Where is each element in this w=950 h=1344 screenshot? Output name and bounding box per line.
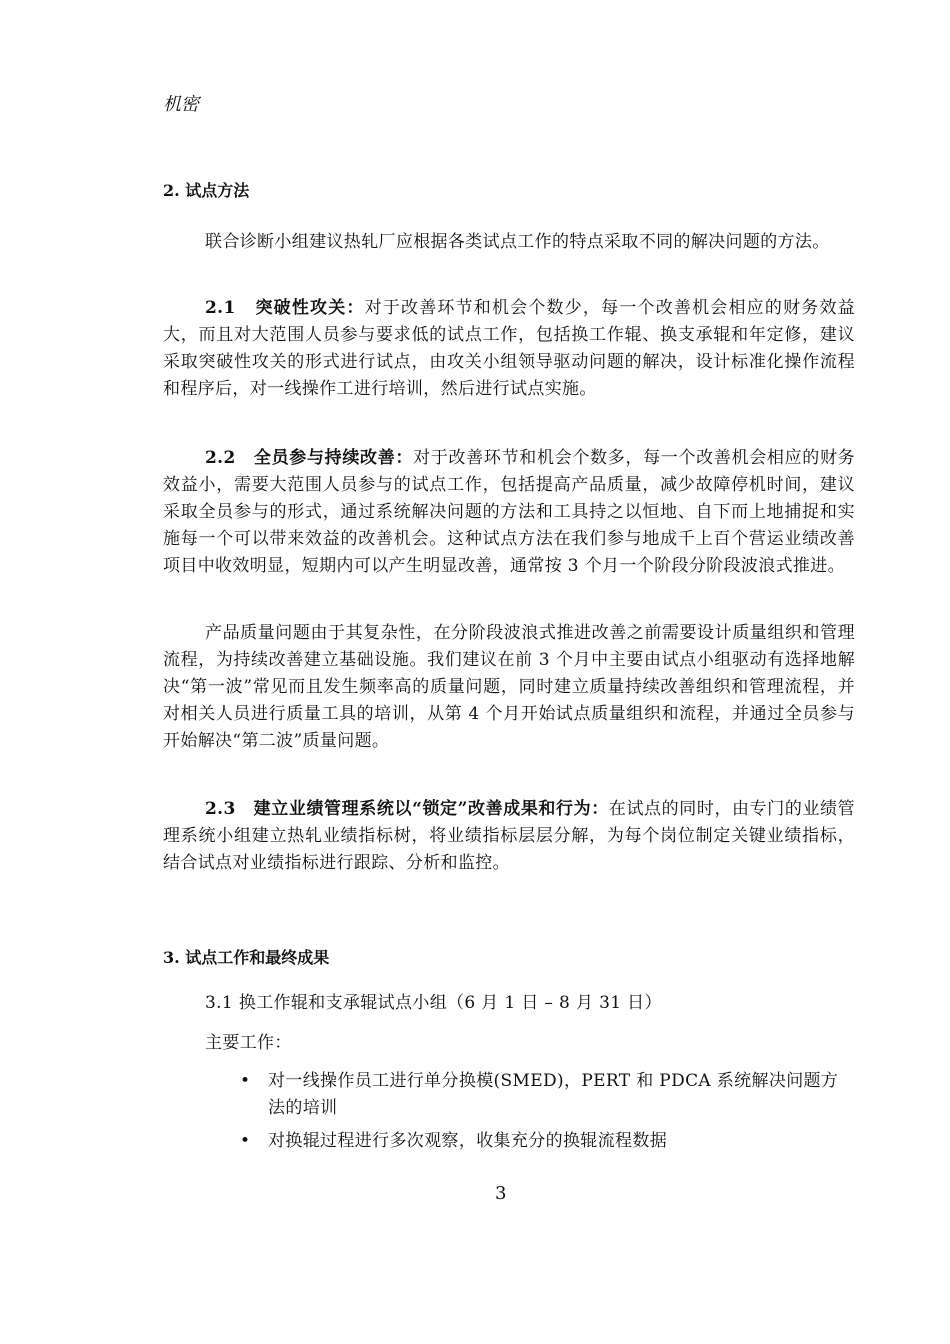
- page-number: 3: [495, 1183, 507, 1204]
- work-bullet-list: [240, 1068, 840, 1161]
- list-item: [240, 1128, 840, 1155]
- paragraph-2-3-term: 建立业绩管理系统以“锁定”改善成果和行为：: [253, 799, 609, 819]
- paragraph-2-3-number: 2.3: [205, 799, 236, 819]
- paragraph-2-1-number: 2.1: [205, 298, 236, 318]
- section-2-title: 2. 试点方法: [163, 181, 250, 200]
- list-item: [240, 1068, 840, 1122]
- paragraph-2-3-body: 在试点的同时，由专门的业绩管理系统小组建立热轧业绩指标树，将业绩指标层层分解，为每个岗位制定关键业绩指标，结合试点对业绩指标进行跟踪、分析和监控。: [163, 799, 856, 873]
- paragraph-2-1: [163, 295, 855, 403]
- bullet-text: 对一线操作员工进行单分换模(SMED)，PERT 和 PDCA 系统解决问题方法的培训: [268, 1071, 839, 1118]
- paragraph-2-2-body: 对于改善环节和机会个数多，每一个改善机会相应的财务效益小，需要大范围人员参与的试点工作，包括提高产品质量，减少故障停机时间，建议采取全员参与的形式，通过系统解决问题的方法和工具持之以恒地、自下而上地捕捉和实施每一个可以带来效益的改善机会。这种试点方法在我们参与地成千上百个营运业绩改善项目中收效明显，短期内可以产生明显改善，通常按 3 个月一个阶段分阶段波浪式推进。: [163, 448, 855, 576]
- section-2-intro: 联合诊断小组建议热轧厂应根据各类试点工作的特点采取不同的解决问题的方法。: [205, 232, 830, 252]
- paragraph-2-2: [163, 445, 855, 580]
- paragraph-2-3: [163, 796, 855, 877]
- paragraph-2-2-term: 全员参与持续改善：: [253, 448, 414, 468]
- paragraph-2-1-body: 对于改善环节和机会个数少，每一个改善机会相应的财务效益大，而且对大范围人员参与要求低的试点工作，包括换工作辊、换支承辊和年定修，建议采取突破性攻关的形式进行试点，由攻关小组领导驱动问题的解决，设计标准化操作流程和程序后，对一线操作工进行培训，然后进行试点实施。: [163, 298, 855, 399]
- confidential-header: 机密: [163, 94, 199, 115]
- bullet-icon: •: [240, 1071, 251, 1091]
- main-work-label: 主要工作：: [205, 1033, 292, 1053]
- paragraph-2-2-number: 2.2: [205, 448, 236, 468]
- paragraph-2-1-term: 突破性攻关：: [255, 298, 365, 318]
- subsection-3-1: 3.1 换工作辊和支承辊试点小组（6 月 1 日 – 8 月 31 日）: [205, 993, 662, 1013]
- bullet-icon: •: [240, 1131, 251, 1151]
- bullet-text: 对换辊过程进行多次观察，收集充分的换辊流程数据: [268, 1131, 668, 1151]
- section-3-title: 3. 试点工作和最终成果: [163, 948, 330, 967]
- paragraph-quality: 产品质量问题由于其复杂性，在分阶段波浪式推进改善之前需要设计质量组织和管理流程，为持续改善建立基础设施。我们建议在前 3 个月中主要由试点小组驱动有选择地解决“第一波”常见而且发生频率高的质量问题，同时建立质量持续改善组织和管理流程，并对相关人员进行质量工具的培训，从第 4 个月开始试点质量组织和流程，并通过全员参与开始解决“第二波”质量问题。: [163, 623, 855, 751]
